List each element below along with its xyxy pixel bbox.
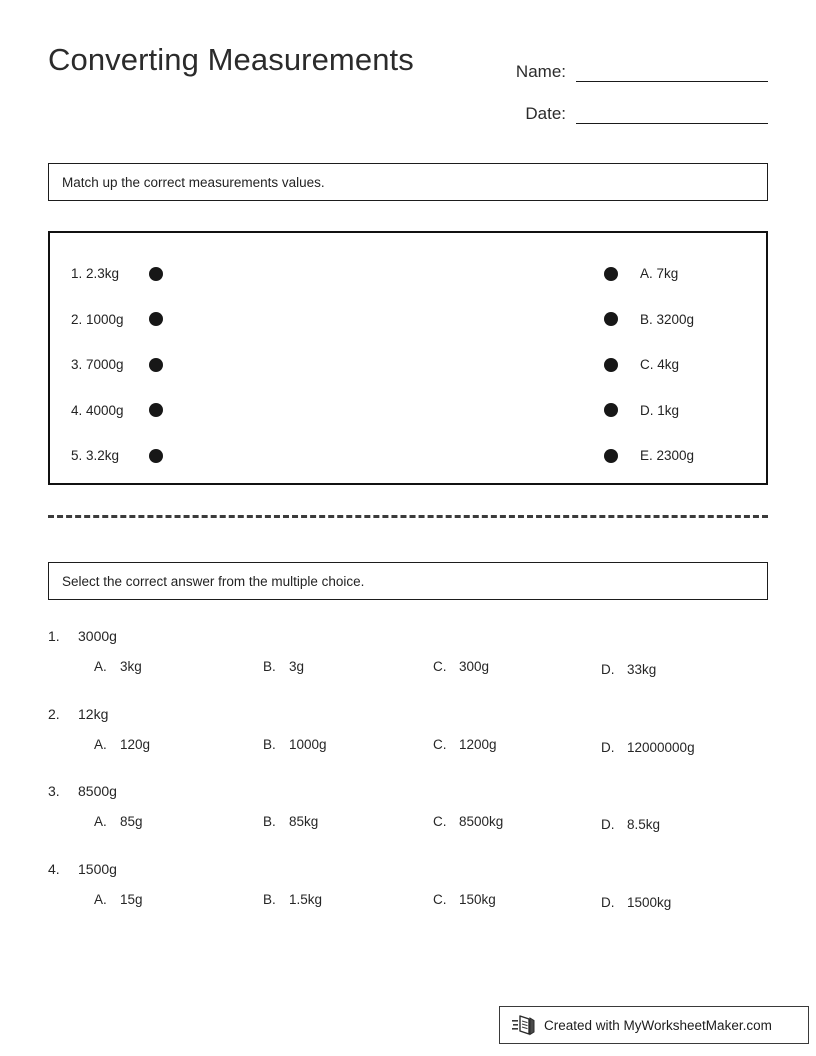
mc-option-letter-2-b: B.: [263, 736, 276, 752]
worksheet-maker-logo-icon: [512, 1013, 536, 1037]
match-right-item-a[interactable]: [604, 266, 744, 281]
mc-option-letter-3-c: C.: [433, 814, 447, 829]
mc-option-4-a[interactable]: [94, 892, 143, 907]
name-input-line[interactable]: [576, 61, 768, 82]
mc-option-letter-1-d: D.: [601, 662, 615, 677]
mc-option-4-c[interactable]: [433, 892, 496, 907]
mc-option-3-b[interactable]: [263, 814, 318, 829]
mc-option-letter-2-a: A.: [94, 736, 107, 752]
match-right-item-b[interactable]: [604, 312, 744, 327]
match-right-label-e: E. 2300g: [640, 448, 695, 464]
mc-option-value-4-c: 150kg: [459, 891, 496, 907]
match-right-label-a: A. 7kg: [640, 266, 679, 282]
mc-stem-text-4: 1500g: [78, 860, 117, 877]
mc-option-letter-3-b: B.: [263, 814, 276, 829]
mc-option-3-a[interactable]: [94, 814, 143, 829]
match-row: [50, 433, 766, 479]
match-left-dot-5[interactable]: [149, 449, 163, 463]
mc-option-value-4-d: 1500kg: [627, 894, 672, 910]
mc-option-letter-3-d: D.: [601, 817, 615, 832]
date-input-line[interactable]: [576, 103, 768, 124]
mc-question-1: [48, 628, 768, 681]
mc-option-letter-1-a: A.: [94, 659, 107, 674]
match-row: [50, 297, 766, 343]
instruction-text-multiple-choice: Select the correct answer from the multiple choice.: [62, 573, 365, 589]
multiple-choice-list: [48, 628, 768, 938]
match-right-dot-a[interactable]: [604, 267, 618, 281]
match-left-dot-2[interactable]: [149, 312, 163, 326]
match-right-dot-e[interactable]: [604, 449, 618, 463]
match-left-label-2: 2. 1000g: [71, 311, 124, 327]
mc-option-2-d[interactable]: [601, 740, 695, 755]
mc-option-1-c[interactable]: [433, 659, 489, 674]
mc-option-value-2-d: 12000000g: [627, 739, 695, 755]
mc-option-1-b[interactable]: [263, 659, 304, 674]
name-label: Name:: [515, 62, 566, 81]
mc-question-2: [48, 706, 768, 759]
match-right-dot-d[interactable]: [604, 403, 618, 417]
mc-option-letter-1-c: C.: [433, 659, 447, 674]
mc-number-1: 1.: [48, 628, 60, 644]
mc-number-2: 2.: [48, 705, 60, 722]
mc-option-value-3-c: 8500kg: [459, 814, 504, 829]
mc-options-3: [48, 814, 768, 836]
mc-stem-text-2: 12kg: [78, 705, 109, 722]
match-right-label-b: B. 3200g: [640, 311, 695, 327]
match-left-label-4: 4. 4000g: [71, 402, 124, 418]
mc-option-2-c[interactable]: [433, 737, 497, 752]
mc-option-4-d[interactable]: [601, 895, 671, 910]
mc-option-letter-2-d: D.: [601, 739, 615, 755]
instruction-text-matching: Match up the correct measurements values.: [62, 174, 325, 190]
mc-option-value-1-d: 33kg: [627, 662, 657, 677]
match-left-item-4[interactable]: [68, 403, 198, 418]
mc-stem-1: [48, 628, 768, 644]
date-row: [498, 90, 768, 124]
match-left-item-5[interactable]: [68, 448, 198, 463]
mc-option-value-1-a: 3kg: [120, 659, 142, 674]
mc-option-value-4-a: 15g: [120, 891, 143, 907]
mc-option-4-b[interactable]: [263, 892, 322, 907]
matching-rows: [50, 233, 766, 483]
match-left-label-3: 3. 7000g: [71, 357, 124, 373]
match-row: [50, 251, 766, 297]
mc-option-2-b[interactable]: [263, 737, 327, 752]
match-right-label-c: C. 4kg: [640, 357, 680, 373]
mc-option-value-3-b: 85kg: [289, 814, 319, 829]
mc-option-value-1-c: 300g: [459, 659, 490, 674]
match-right-dot-b[interactable]: [604, 312, 618, 326]
mc-option-value-1-b: 3g: [289, 659, 305, 674]
match-right-label-d: D. 1kg: [640, 402, 680, 418]
mc-option-letter-4-a: A.: [94, 891, 107, 907]
match-left-item-3[interactable]: [68, 357, 198, 372]
instruction-bar-matching: [48, 163, 768, 201]
mc-option-letter-1-b: B.: [263, 659, 276, 674]
match-left-dot-3[interactable]: [149, 358, 163, 372]
created-with-badge[interactable]: [499, 1006, 809, 1044]
mc-options-1: [48, 659, 768, 681]
match-right-item-e[interactable]: [604, 448, 744, 463]
mc-option-value-2-b: 1000g: [289, 736, 327, 752]
mc-number-3: 3.: [48, 783, 60, 799]
match-left-label-5: 5. 3.2kg: [71, 448, 120, 464]
mc-option-3-c[interactable]: [433, 814, 503, 829]
section-divider: [48, 515, 768, 518]
mc-option-letter-4-d: D.: [601, 894, 615, 910]
match-left-item-2[interactable]: [68, 312, 198, 327]
mc-option-value-4-b: 1.5kg: [289, 891, 323, 907]
match-row: [50, 388, 766, 434]
match-right-dot-c[interactable]: [604, 358, 618, 372]
mc-stem-4: [48, 861, 768, 877]
mc-stem-text-3: 8500g: [78, 783, 117, 799]
date-label: Date:: [525, 104, 566, 123]
name-row: [498, 48, 768, 82]
match-left-label-1: 1. 2.3kg: [71, 266, 120, 282]
name-date-block: [498, 48, 768, 132]
instruction-bar-multiple-choice: [48, 562, 768, 600]
mc-option-letter-4-c: C.: [433, 891, 447, 907]
mc-stem-3: [48, 783, 768, 799]
worksheet-header: [48, 42, 768, 132]
mc-option-letter-4-b: B.: [263, 891, 276, 907]
mc-question-3: [48, 783, 768, 836]
mc-stem-2: [48, 706, 768, 722]
match-left-dot-1[interactable]: [149, 267, 163, 281]
mc-number-4: 4.: [48, 860, 60, 877]
mc-option-letter-2-c: C.: [433, 736, 447, 752]
mc-option-value-3-d: 8.5kg: [627, 817, 661, 832]
mc-option-3-d[interactable]: [601, 817, 660, 832]
matching-exercise-box: [48, 231, 768, 485]
match-row: [50, 342, 766, 388]
page-title: Converting Measurements: [48, 42, 414, 77]
match-left-dot-4[interactable]: [149, 403, 163, 417]
mc-options-2: [48, 737, 768, 759]
mc-option-letter-3-a: A.: [94, 814, 107, 829]
mc-option-value-3-a: 85g: [120, 814, 143, 829]
mc-option-1-d[interactable]: [601, 662, 656, 677]
mc-option-1-a[interactable]: [94, 659, 142, 674]
mc-option-2-a[interactable]: [94, 737, 150, 752]
mc-option-value-2-a: 120g: [120, 736, 151, 752]
created-with-badge-text: Created with MyWorksheetMaker.com: [544, 1017, 772, 1033]
match-right-item-c[interactable]: [604, 357, 744, 372]
mc-options-4: [48, 892, 768, 914]
match-left-item-1[interactable]: [68, 266, 198, 281]
mc-option-value-2-c: 1200g: [459, 736, 497, 752]
match-right-item-d[interactable]: [604, 403, 744, 418]
mc-question-4: [48, 861, 768, 914]
mc-stem-text-1: 3000g: [78, 628, 117, 644]
